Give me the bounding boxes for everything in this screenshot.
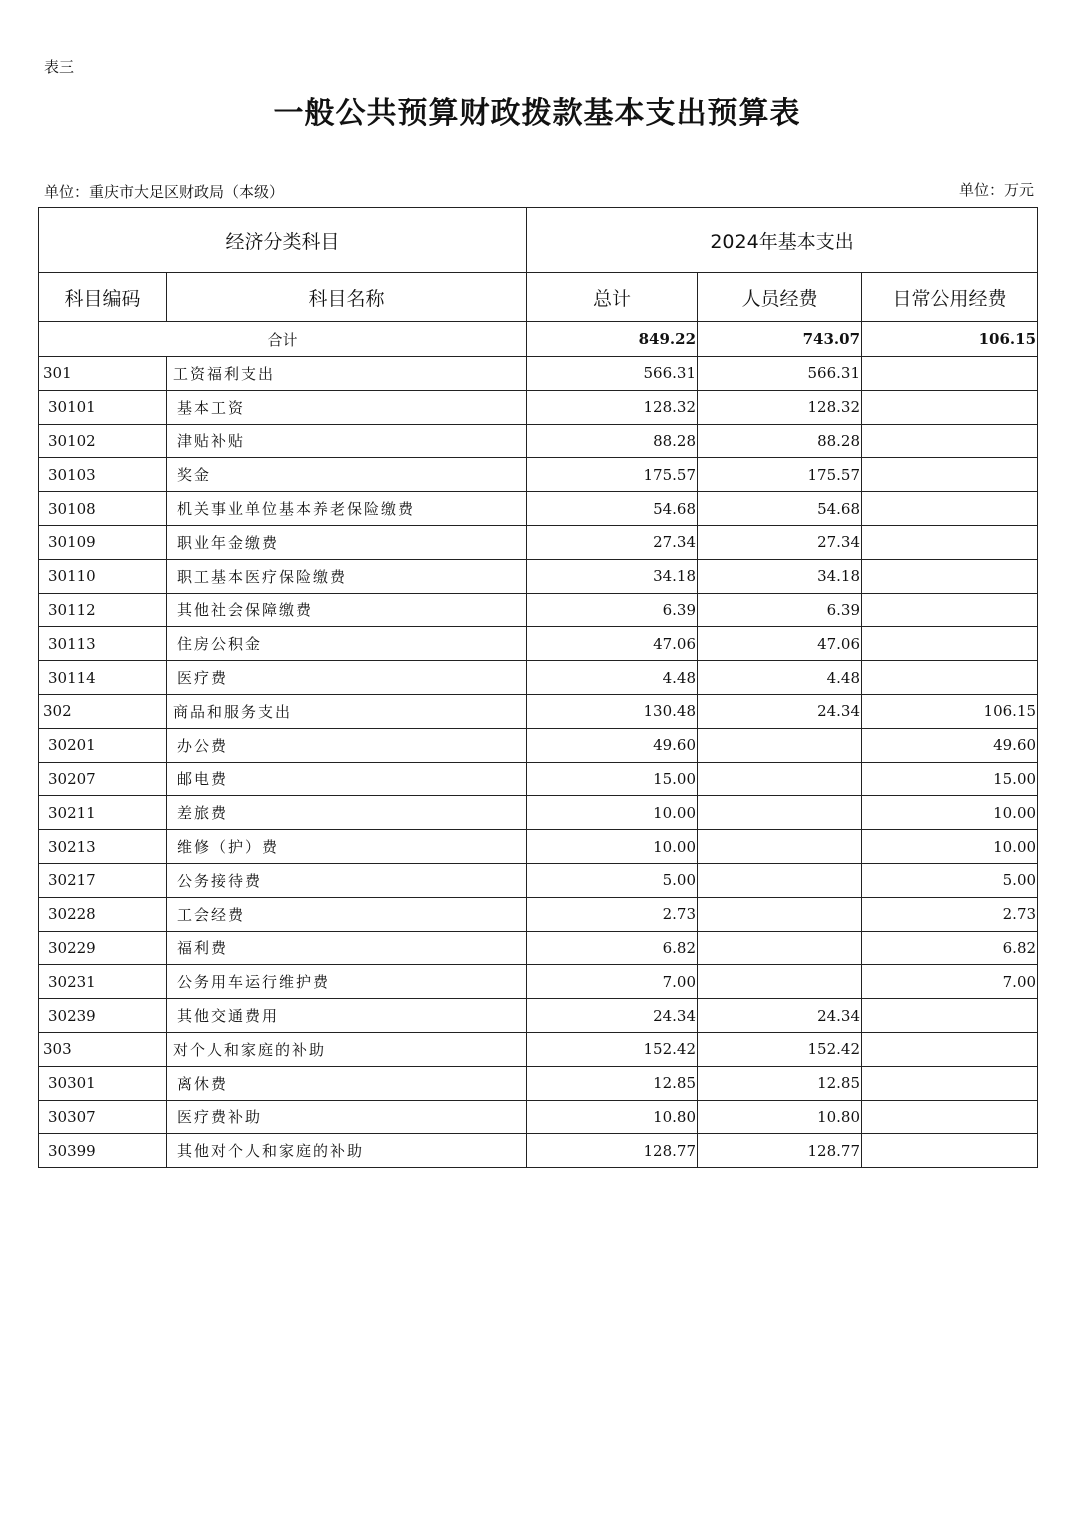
personnel-value: [698, 931, 862, 965]
public-value: 10.00: [862, 830, 1038, 864]
subject-code: 30201: [39, 728, 167, 762]
personnel-value: [698, 796, 862, 830]
subject-name: 办公费: [167, 728, 527, 762]
public-value: 49.60: [862, 728, 1038, 762]
header-public-expense: 日常公用经费: [862, 273, 1038, 322]
subject-code: 30109: [39, 525, 167, 559]
subject-name: 机关事业单位基本养老保险缴费: [167, 492, 527, 526]
total-value: 152.42: [527, 1032, 698, 1066]
table-row: [39, 559, 1038, 593]
personnel-value: [698, 863, 862, 897]
subject-code: 30211: [39, 796, 167, 830]
public-value: [862, 424, 1038, 458]
subject-code: 30102: [39, 424, 167, 458]
public-value: 2.73: [862, 897, 1038, 931]
subject-code: 30103: [39, 458, 167, 492]
subject-name: 职业年金缴费: [167, 525, 527, 559]
total-row: [39, 322, 1038, 357]
subject-code: 30228: [39, 897, 167, 931]
subject-code: 30113: [39, 627, 167, 661]
total-label: 合计: [39, 322, 527, 357]
personnel-value: [698, 965, 862, 999]
total-value: 7.00: [527, 965, 698, 999]
total-value: 12.85: [527, 1066, 698, 1100]
table-row: [39, 525, 1038, 559]
subject-name: 其他交通费用: [167, 999, 527, 1033]
total-sum: 849.22: [527, 322, 698, 357]
table-row: [39, 728, 1038, 762]
subject-name: 工会经费: [167, 897, 527, 931]
public-value: [862, 627, 1038, 661]
public-value: [862, 1100, 1038, 1134]
table-number: 表三: [44, 58, 75, 76]
table-row: [39, 627, 1038, 661]
subject-code: 30217: [39, 863, 167, 897]
subject-name: 维修（护）费: [167, 830, 527, 864]
subject-name: 福利费: [167, 931, 527, 965]
subject-code: 30213: [39, 830, 167, 864]
subject-code: 30231: [39, 965, 167, 999]
subject-name: 津贴补贴: [167, 424, 527, 458]
personnel-value: 88.28: [698, 424, 862, 458]
public-value: 5.00: [862, 863, 1038, 897]
public-value: 10.00: [862, 796, 1038, 830]
subject-name: 奖金: [167, 458, 527, 492]
personnel-value: [698, 728, 862, 762]
total-value: 566.31: [527, 357, 698, 391]
total-value: 128.77: [527, 1134, 698, 1168]
subject-code: 30399: [39, 1134, 167, 1168]
total-value: 49.60: [527, 728, 698, 762]
total-value: 5.00: [527, 863, 698, 897]
total-value: 47.06: [527, 627, 698, 661]
header-total: 总计: [527, 273, 698, 322]
public-value: [862, 458, 1038, 492]
personnel-value: 34.18: [698, 559, 862, 593]
table-row: [39, 424, 1038, 458]
total-value: 54.68: [527, 492, 698, 526]
header-subject-name: 科目名称: [167, 273, 527, 322]
personnel-value: 566.31: [698, 357, 862, 391]
public-value: [862, 357, 1038, 391]
public-value: [862, 390, 1038, 424]
personnel-value: 54.68: [698, 492, 862, 526]
table-row: [39, 1100, 1038, 1134]
table-row: [39, 1134, 1038, 1168]
public-value: 7.00: [862, 965, 1038, 999]
public-value: [862, 1066, 1038, 1100]
organization-unit: 单位：重庆市大足区财政局（本级）: [44, 183, 285, 201]
subject-code: 30207: [39, 762, 167, 796]
table-row: [39, 999, 1038, 1033]
subject-name: 其他社会保障缴费: [167, 593, 527, 627]
public-value: [862, 593, 1038, 627]
subject-name: 住房公积金: [167, 627, 527, 661]
total-personnel: 743.07: [698, 322, 862, 357]
public-value: [862, 1134, 1038, 1168]
subject-code: 30229: [39, 931, 167, 965]
subject-code: 302: [39, 694, 167, 728]
table-row: [39, 694, 1038, 728]
total-value: 2.73: [527, 897, 698, 931]
header-personnel-expense: 人员经费: [698, 273, 862, 322]
subject-code: 30108: [39, 492, 167, 526]
subject-name: 公务用车运行维护费: [167, 965, 527, 999]
table-row: [39, 762, 1038, 796]
public-value: [862, 492, 1038, 526]
public-value: 106.15: [862, 694, 1038, 728]
subject-code: 30110: [39, 559, 167, 593]
subject-name: 公务接待费: [167, 863, 527, 897]
personnel-value: 6.39: [698, 593, 862, 627]
subject-name: 差旅费: [167, 796, 527, 830]
public-value: [862, 525, 1038, 559]
currency-unit: 单位：万元: [958, 181, 1034, 199]
header-subject-code: 科目编码: [39, 273, 167, 322]
subject-code: 301: [39, 357, 167, 391]
subject-code: 30112: [39, 593, 167, 627]
table-row: [39, 458, 1038, 492]
public-value: [862, 559, 1038, 593]
personnel-value: 4.48: [698, 661, 862, 695]
total-value: 88.28: [527, 424, 698, 458]
table-row: [39, 1032, 1038, 1066]
subject-name: 基本工资: [167, 390, 527, 424]
table-row: [39, 931, 1038, 965]
subject-name: 其他对个人和家庭的补助: [167, 1134, 527, 1168]
table-row: [39, 357, 1038, 391]
total-value: 6.39: [527, 593, 698, 627]
total-value: 34.18: [527, 559, 698, 593]
total-value: 175.57: [527, 458, 698, 492]
subject-name: 工资福利支出: [167, 357, 527, 391]
personnel-value: 152.42: [698, 1032, 862, 1066]
subject-name: 商品和服务支出: [167, 694, 527, 728]
total-value: 130.48: [527, 694, 698, 728]
table-row: [39, 897, 1038, 931]
total-value: 6.82: [527, 931, 698, 965]
budget-table: [38, 207, 1038, 1168]
public-value: 15.00: [862, 762, 1038, 796]
subject-name: 职工基本医疗保险缴费: [167, 559, 527, 593]
table-row: [39, 390, 1038, 424]
subject-name: 离休费: [167, 1066, 527, 1100]
table-row: [39, 863, 1038, 897]
header-basic-expenditure-2024: 2024年基本支出: [527, 208, 1038, 273]
table-row: [39, 593, 1038, 627]
personnel-value: 27.34: [698, 525, 862, 559]
total-value: 10.80: [527, 1100, 698, 1134]
public-value: [862, 661, 1038, 695]
table-row: [39, 492, 1038, 526]
public-value: [862, 999, 1038, 1033]
personnel-value: 128.32: [698, 390, 862, 424]
total-value: 15.00: [527, 762, 698, 796]
subject-code: 30114: [39, 661, 167, 695]
page-title: 一般公共预算财政拨款基本支出预算表: [273, 96, 801, 131]
public-value: [862, 1032, 1038, 1066]
subject-code: 30239: [39, 999, 167, 1033]
total-value: 128.32: [527, 390, 698, 424]
subject-code: 30301: [39, 1066, 167, 1100]
personnel-value: 24.34: [698, 694, 862, 728]
subject-name: 医疗费补助: [167, 1100, 527, 1134]
personnel-value: 175.57: [698, 458, 862, 492]
total-value: 10.00: [527, 830, 698, 864]
personnel-value: 10.80: [698, 1100, 862, 1134]
table-row: [39, 965, 1038, 999]
subject-name: 对个人和家庭的补助: [167, 1032, 527, 1066]
table-row: [39, 1066, 1038, 1100]
subject-code: 30307: [39, 1100, 167, 1134]
table-row: [39, 661, 1038, 695]
personnel-value: [698, 830, 862, 864]
subject-name: 医疗费: [167, 661, 527, 695]
total-value: 10.00: [527, 796, 698, 830]
subject-code: 30101: [39, 390, 167, 424]
table-row: [39, 830, 1038, 864]
public-value: 6.82: [862, 931, 1038, 965]
personnel-value: 12.85: [698, 1066, 862, 1100]
total-value: 4.48: [527, 661, 698, 695]
table-row: [39, 796, 1038, 830]
total-public: 106.15: [862, 322, 1038, 357]
header-economic-classification: 经济分类科目: [39, 208, 527, 273]
personnel-value: [698, 762, 862, 796]
total-value: 27.34: [527, 525, 698, 559]
total-value: 24.34: [527, 999, 698, 1033]
personnel-value: [698, 897, 862, 931]
personnel-value: 47.06: [698, 627, 862, 661]
subject-name: 邮电费: [167, 762, 527, 796]
personnel-value: 128.77: [698, 1134, 862, 1168]
personnel-value: 24.34: [698, 999, 862, 1033]
subject-code: 303: [39, 1032, 167, 1066]
